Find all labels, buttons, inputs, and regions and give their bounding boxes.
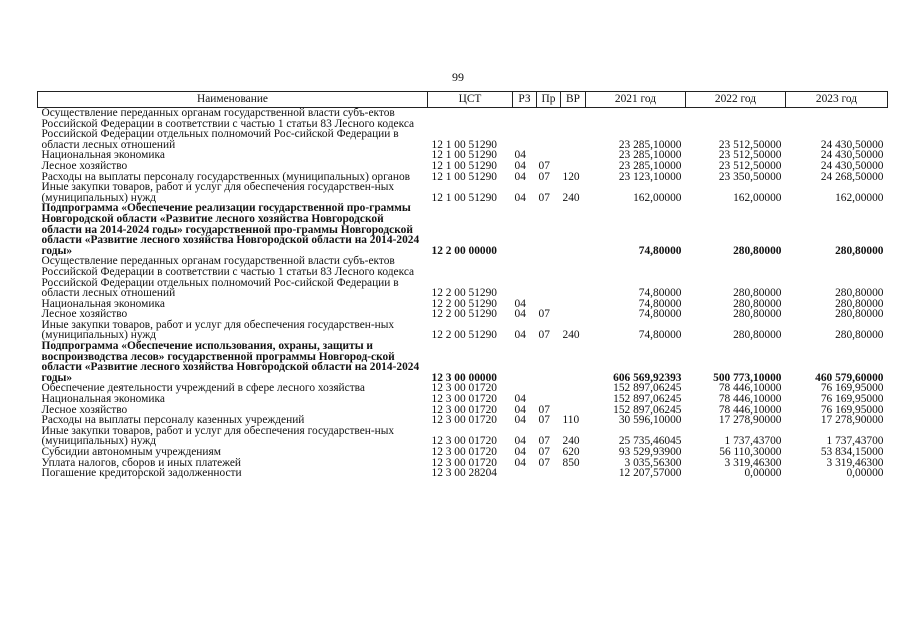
- cell-vr: 110: [562, 414, 580, 427]
- cell-2021: 23 285,10000: [618, 138, 682, 151]
- cell-name: Обеспечение деятельности учреждений в сфере лесного хозяйства: [41, 382, 365, 395]
- cell-2023: 24 430,50000: [820, 159, 884, 172]
- cell-vr: [561, 203, 586, 256]
- cell-pr: 07: [538, 446, 550, 458]
- cell-2022: 78 446,10000: [718, 393, 782, 406]
- cell-vr: [561, 394, 586, 405]
- cell-rz: 04: [514, 191, 526, 204]
- cell-cst: 12 2 00 51290: [431, 329, 497, 342]
- cell-2023: 280,80000: [835, 329, 884, 342]
- cell-pr: 07: [538, 308, 550, 321]
- cell-cst: 12 3 00 01720: [431, 456, 497, 469]
- cell-name: Лесное хозяйство: [41, 159, 128, 172]
- cell-2022: 23 350,50000: [718, 170, 782, 183]
- cell-name: Осуществление переданных органам государственной власти субъ-ектов Российской Федерации в соответствии с частью 1 статьи 83 Лесного кодекса Российской Федерации отдельных полномочий Рос-сийской Федерации в области лесных отношений: [41, 255, 415, 300]
- cell-2023: 1 737,43700: [826, 435, 884, 448]
- header-2021: 2021 год: [586, 92, 686, 108]
- table-row: [38, 320, 888, 341]
- cell-rz: 04: [514, 308, 526, 321]
- cell-2023: 3 319,46300: [826, 456, 884, 469]
- cell-vr: [561, 150, 586, 161]
- cell-cst: 12 2 00 00000: [431, 244, 497, 257]
- cell-name: Лесное хозяйство: [41, 403, 128, 416]
- cell-pr: 07: [538, 414, 550, 427]
- cell-2023: 24 268,50000: [820, 170, 884, 183]
- cell-2021: 74,80000: [638, 297, 682, 310]
- cell-cst: 12 1 00 51290: [431, 159, 497, 172]
- cell-rz: 04: [514, 393, 526, 406]
- cell-2023: 76 169,95000: [820, 382, 884, 395]
- cell-2022: 280,80000: [733, 297, 782, 310]
- cell-2023: 76 169,95000: [820, 393, 884, 406]
- cell-vr: [561, 256, 586, 298]
- cell-pr: [537, 203, 561, 256]
- cell-vr: [561, 383, 586, 394]
- cell-2021: 74,80000: [638, 329, 682, 342]
- table-row: [38, 426, 888, 447]
- cell-2023: 460 579,60000: [815, 371, 884, 384]
- cell-rz: [513, 203, 537, 256]
- cell-name: Иные закупки товаров, работ и услуг для обеспечения государствен-ных (муниципальных) нужд: [41, 318, 395, 342]
- cell-2021: 152 897,06245: [613, 393, 682, 406]
- cell-name: Погашение кредиторской задолженности: [41, 467, 242, 480]
- cell-2023: 76 169,95000: [820, 403, 884, 416]
- cell-2021: 93 529,93900: [618, 446, 682, 458]
- cell-cst: 12 3 00 01720: [431, 414, 497, 427]
- cell-pr: [537, 468, 561, 479]
- cell-pr: [537, 108, 561, 151]
- cell-2023: 280,80000: [835, 287, 884, 300]
- cell-pr: 07: [538, 159, 550, 172]
- header-pr: Пр: [537, 92, 561, 108]
- cell-2021: 74,80000: [638, 244, 682, 257]
- cell-2022: 280,80000: [733, 287, 782, 300]
- cell-name: Уплата налогов, сборов и иных платежей: [41, 456, 241, 469]
- cell-cst: 12 3 00 00000: [431, 371, 497, 384]
- header-2022: 2022 год: [686, 92, 786, 108]
- cell-vr: [561, 309, 586, 320]
- cell-rz: 04: [514, 446, 526, 458]
- cell-vr: [561, 468, 586, 479]
- cell-rz: [513, 256, 537, 298]
- table-body: [38, 108, 888, 479]
- cell-2021: 23 123,10000: [618, 170, 682, 183]
- cell-2021: 74,80000: [638, 308, 682, 321]
- cell-rz: 04: [514, 170, 526, 183]
- cell-pr: [537, 383, 561, 394]
- cell-2023: 280,80000: [835, 244, 884, 257]
- cell-rz: 04: [514, 149, 526, 162]
- cell-vr: [561, 108, 586, 151]
- cell-name: Субсидии автономным учреждениям: [41, 446, 221, 458]
- cell-vr: 240: [562, 191, 580, 204]
- header-vr: ВР: [561, 92, 586, 108]
- table-row: [38, 203, 888, 256]
- cell-name: Лесное хозяйство: [41, 308, 128, 321]
- cell-2022: 23 512,50000: [718, 138, 782, 151]
- cell-name: Подпрограмма «Обеспечение реализации государственной про-граммы Новгородской области «Развитие лесного хозяйства Новгородской области на 2014-2024 годы» государственной про-граммы Новгородской области «Развитие лесного хозяйства Новгородской области на 2014-2024 годы»: [41, 202, 420, 257]
- cell-2023: 17 278,90000: [820, 414, 884, 427]
- cell-pr: 07: [538, 191, 550, 204]
- cell-vr: [561, 341, 586, 383]
- table-row: [38, 447, 888, 458]
- cell-cst: 12 3 00 01720: [431, 435, 497, 448]
- cell-rz: [513, 108, 537, 151]
- cell-2021: 30 596,10000: [618, 414, 682, 427]
- cell-name: Иные закупки товаров, работ и услуг для обеспечения государствен-ных (муниципальных) нужд: [41, 424, 395, 448]
- cell-vr: 620: [562, 446, 580, 458]
- cell-rz: [513, 341, 537, 383]
- cell-name: Расходы на выплаты персоналу казенных учреждений: [41, 414, 305, 427]
- cell-2022: 78 446,10000: [718, 382, 782, 395]
- cell-2023: 24 430,50000: [820, 149, 884, 162]
- table-row: [38, 341, 888, 383]
- budget-table: [37, 91, 888, 479]
- cell-rz: 04: [514, 414, 526, 427]
- cell-2022: 23 512,50000: [718, 159, 782, 172]
- cell-2022: 78 446,10000: [718, 403, 782, 416]
- cell-cst: 12 1 00 51290: [431, 138, 497, 151]
- cell-name: Расходы на выплаты персоналу государственных (муниципальных) органов: [41, 170, 411, 183]
- cell-cst: 12 2 00 51290: [431, 287, 497, 300]
- table-row: [38, 468, 888, 479]
- cell-rz: [513, 468, 537, 479]
- cell-name: Национальная экономика: [41, 393, 165, 406]
- cell-2023: 53 834,15000: [820, 446, 884, 458]
- cell-2021: 152 897,06245: [613, 403, 682, 416]
- cell-rz: 04: [514, 435, 526, 448]
- cell-name: Национальная экономика: [41, 149, 165, 162]
- cell-vr: 850: [562, 456, 580, 469]
- cell-vr: 240: [562, 435, 580, 448]
- cell-rz: 04: [514, 329, 526, 342]
- cell-rz: 04: [514, 159, 526, 172]
- table-row: [38, 161, 888, 172]
- header-rz: РЗ: [513, 92, 537, 108]
- cell-pr: 07: [538, 170, 550, 183]
- cell-2022: 500 773,10000: [713, 371, 782, 384]
- table-row: [38, 256, 888, 298]
- cell-name: Осуществление переданных органам государственной власти субъ-ектов Российской Федерации в соответствии с частью 1 статьи 83 Лесного кодекса Российской Федерации отдельных полномочий Рос-сийской Федерации в области лесных отношений: [41, 107, 415, 151]
- cell-rz: 04: [514, 297, 526, 310]
- table-row: [38, 182, 888, 203]
- cell-2021: 23 285,10000: [618, 149, 682, 162]
- cell-2023: 280,80000: [835, 297, 884, 310]
- cell-pr: 07: [538, 456, 550, 469]
- cell-2022: 0,00000: [744, 467, 782, 480]
- cell-2023: 24 430,50000: [820, 138, 884, 151]
- cell-vr: [561, 299, 586, 310]
- cell-2021: 162,00000: [633, 191, 682, 204]
- table-header-row: [38, 92, 888, 108]
- cell-2021: 152 897,06245: [613, 382, 682, 395]
- cell-2022: 280,80000: [733, 244, 782, 257]
- page-number: 99: [452, 70, 464, 84]
- cell-pr: [537, 256, 561, 298]
- header-2023: 2023 год: [786, 92, 888, 108]
- cell-vr: 120: [562, 170, 580, 183]
- header-name: Наименование: [38, 92, 428, 108]
- cell-name: Подпрограмма «Обеспечение использования, охраны, защиты и воспроизводства лесов» государственной программы Новгород-ской области «Развитие лесного хозяйства Новгородской области на 2014-2024 годы»: [41, 340, 420, 384]
- cell-cst: 12 3 00 01720: [431, 382, 497, 395]
- cell-2021: 23 285,10000: [618, 159, 682, 172]
- cell-cst: 12 2 00 51290: [431, 297, 497, 310]
- cell-2021: 25 735,46045: [618, 435, 682, 448]
- cell-pr: 07: [538, 329, 550, 342]
- cell-pr: 07: [538, 435, 550, 448]
- cell-cst: 12 3 00 01720: [431, 403, 497, 416]
- cell-rz: 04: [514, 456, 526, 469]
- cell-cst: 12 1 00 51290: [431, 191, 497, 204]
- cell-2021: 74,80000: [638, 287, 682, 300]
- cell-cst: 12 3 00 01720: [431, 446, 497, 458]
- cell-2022: 280,80000: [733, 308, 782, 321]
- cell-cst: 12 1 00 51290: [431, 149, 497, 162]
- cell-2021: 3 035,56300: [624, 456, 682, 469]
- cell-vr: [561, 161, 586, 172]
- cell-2022: 280,80000: [733, 329, 782, 342]
- cell-pr: 07: [538, 403, 550, 416]
- cell-2023: 280,80000: [835, 308, 884, 321]
- cell-2022: 17 278,90000: [718, 414, 782, 427]
- cell-2021: 606 569,92393: [613, 371, 682, 384]
- cell-2022: 23 512,50000: [718, 149, 782, 162]
- cell-cst: 12 1 00 51290: [431, 170, 497, 183]
- cell-2022: 1 737,43700: [724, 435, 782, 448]
- cell-2023: 162,00000: [835, 191, 884, 204]
- cell-2023: 0,00000: [846, 467, 884, 480]
- cell-cst: 12 3 00 01720: [431, 393, 497, 406]
- cell-cst: 12 2 00 51290: [431, 308, 497, 321]
- cell-name: Иные закупки товаров, работ и услуг для обеспечения государствен-ных (муниципальных) нужд: [41, 181, 395, 204]
- table-row: [38, 108, 888, 151]
- cell-2022: 56 110,30000: [719, 446, 782, 458]
- cell-2022: 162,00000: [733, 191, 782, 204]
- cell-2022: 3 319,46300: [724, 456, 782, 469]
- cell-cst: 12 3 00 28204: [431, 467, 497, 480]
- cell-rz: 04: [514, 403, 526, 416]
- cell-pr: [537, 341, 561, 383]
- cell-name: Национальная экономика: [41, 297, 165, 310]
- cell-vr: 240: [562, 329, 580, 342]
- header-cst: ЦСТ: [428, 92, 513, 108]
- cell-2021: 12 207,57000: [618, 467, 682, 480]
